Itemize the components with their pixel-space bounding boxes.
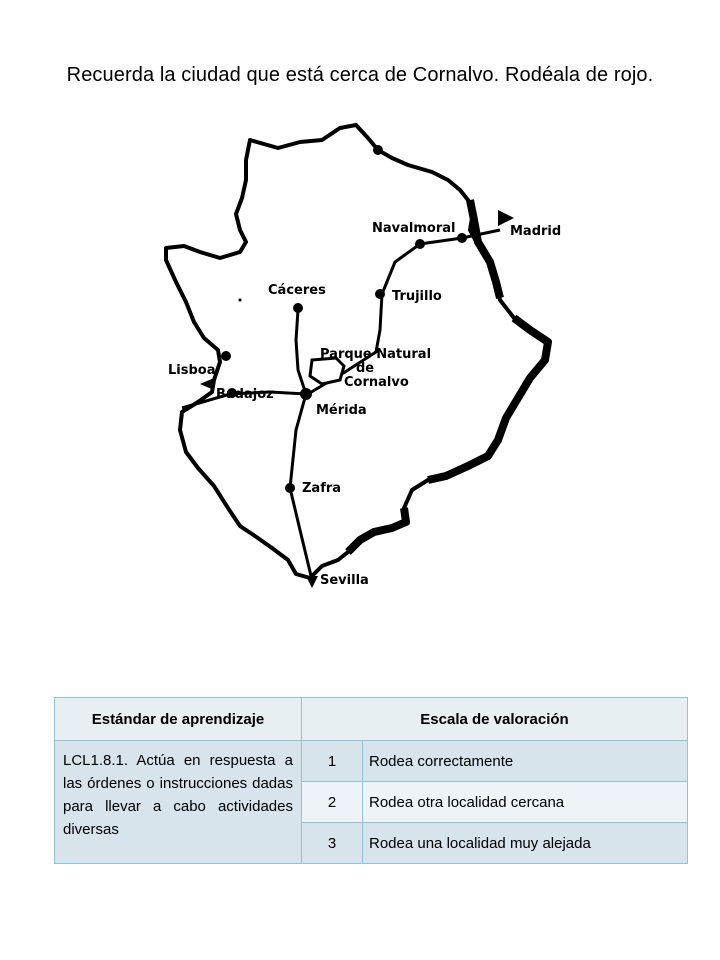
label-lisboa: Lisboa <box>168 363 216 378</box>
table-row <box>55 741 688 782</box>
extremadura-map <box>150 115 580 595</box>
header-standard: Estándar de aprendizaje <box>55 698 302 741</box>
label-badajoz: Badajoz <box>216 387 274 402</box>
trujillo-dot <box>375 289 385 299</box>
border-marker <box>221 351 231 361</box>
caceres-dot <box>293 303 303 313</box>
description-cell: Rodea otra localidad cercana <box>363 782 688 823</box>
road-navalmoral-trujillo <box>382 244 420 294</box>
assessment-table <box>54 697 688 864</box>
zafra-dot <box>285 483 295 493</box>
label-parque-2: de <box>356 361 375 376</box>
label-sevilla: Sevilla <box>320 573 369 588</box>
label-caceres: Cáceres <box>268 283 326 298</box>
score-cell: 1 <box>302 741 363 782</box>
description-cell: Rodea correctamente <box>363 741 688 782</box>
road-caceres-merida <box>296 310 306 394</box>
label-madrid: Madrid <box>510 224 562 239</box>
label-parque-3: Cornalvo <box>344 375 409 390</box>
instruction-text: Recuerda la ciudad que está cerca de Cornalvo. Rodéala de rojo. <box>66 64 654 86</box>
stray-dot <box>239 299 242 302</box>
standard-text: LCL1.8.1. Actúa en respuesta a las órdenes o instrucciones dadas para llevar a cabo actividades diversas <box>55 741 302 864</box>
merida-dot <box>300 388 312 400</box>
label-navalmoral: Navalmoral <box>372 221 456 236</box>
junction-dot <box>457 233 467 243</box>
score-cell: 3 <box>302 823 363 864</box>
label-zafra: Zafra <box>302 481 342 496</box>
label-merida: Mérida <box>316 403 367 418</box>
description-cell: Rodea una localidad muy alejada <box>363 823 688 864</box>
lisboa-arrow-icon <box>200 378 214 390</box>
border-marker <box>373 145 383 155</box>
label-parque-1: Parque Natural <box>320 347 432 362</box>
header-scale: Escala de valoración <box>302 698 688 741</box>
score-cell: 2 <box>302 782 363 823</box>
label-trujillo: Trujillo <box>392 289 442 304</box>
navalmoral-dot <box>415 239 425 249</box>
sevilla-arrow-icon <box>306 576 318 588</box>
